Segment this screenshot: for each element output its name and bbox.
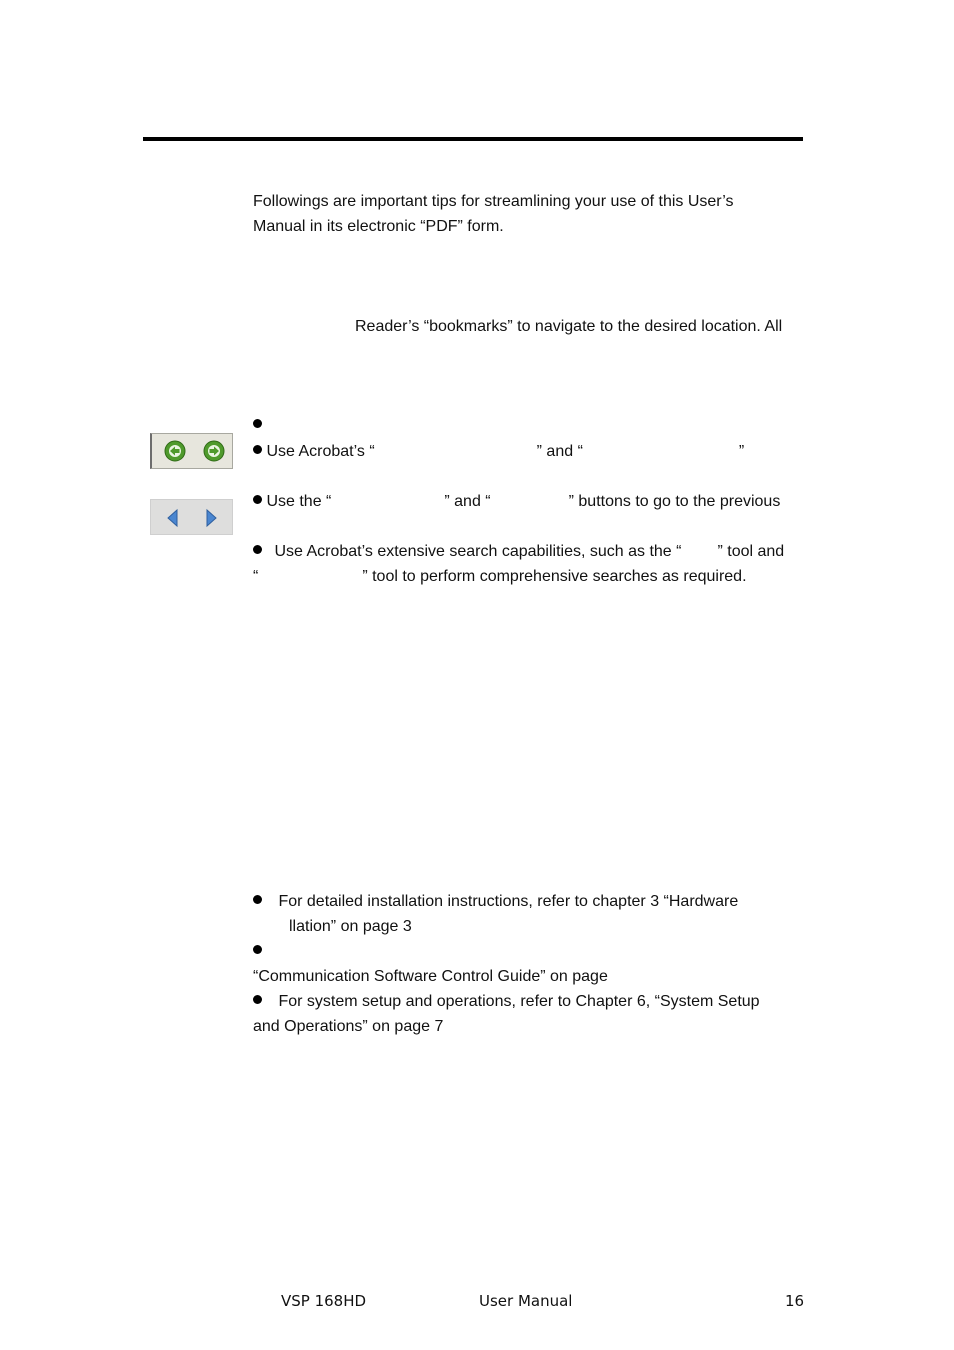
tip-2-part-c: ” [738, 443, 745, 460]
tip-4-part-b: ” tool and [717, 543, 785, 560]
tip-4-line-1 [253, 542, 784, 562]
tip-3 [253, 492, 780, 512]
tip-1 [253, 416, 262, 436]
tip-3-part-a: Use the “ [266, 493, 332, 510]
tip-3-part-b: ” and “ [444, 493, 491, 510]
tip-2-part-a: Use Acrobat’s “ [266, 443, 375, 460]
ref-1-text: For detailed installation instructions, refer to chapter 3 “Hardware [278, 893, 739, 910]
ref-3-text: For system setup and operations, refer to Chapter 6, “System Setup [278, 993, 760, 1010]
ref-2-line-1 [253, 942, 262, 962]
bullet-icon [253, 419, 262, 428]
bullet-icon [253, 945, 262, 954]
acrobat-back-forward-buttons [150, 433, 233, 469]
tip-3-part-c: ” buttons to go to the previous [568, 493, 781, 510]
ref-3-line-2: and Operations” on page 7 [253, 1018, 444, 1035]
bookmarks-line: Reader’s “bookmarks” to navigate to the desired location. All [355, 318, 783, 335]
ref-1-line-1 [253, 892, 738, 912]
tip-2 [253, 442, 744, 462]
bullet-icon [253, 895, 262, 904]
bullet-icon [253, 995, 262, 1004]
forward-arrow-icon [203, 440, 225, 462]
footer-product: VSP 168HD [281, 1292, 367, 1310]
ref-2-line-2: “Communication Software Control Guide” on page [253, 968, 608, 985]
back-arrow-icon [164, 440, 186, 462]
ref-1-line-2: llation” on page 3 [289, 918, 412, 935]
ref-3-line-1 [253, 992, 760, 1012]
bullet-icon [253, 545, 262, 554]
tip-4-part-c: “ [253, 568, 259, 585]
tip-4-part-a: Use Acrobat’s extensive search capabilities, such as the “ [274, 543, 682, 560]
bullet-icon [253, 495, 262, 504]
acrobat-previous-next-buttons [150, 499, 233, 535]
intro-line-2: Manual in its electronic “PDF” form. [253, 218, 504, 235]
footer-page-number: 16 [785, 1292, 805, 1310]
previous-page-icon [165, 508, 181, 528]
bullet-icon [253, 445, 262, 454]
tip-2-part-b: ” and “ [536, 443, 583, 460]
intro-line-1: Followings are important tips for streamlining your use of this User’s [253, 193, 734, 210]
tip-4-part-d: ” tool to perform comprehensive searches as required. [362, 568, 747, 585]
tip-4-line-2 [253, 567, 747, 587]
header-rule [143, 137, 803, 141]
next-page-icon [203, 508, 219, 528]
footer-title: User Manual [479, 1292, 573, 1310]
